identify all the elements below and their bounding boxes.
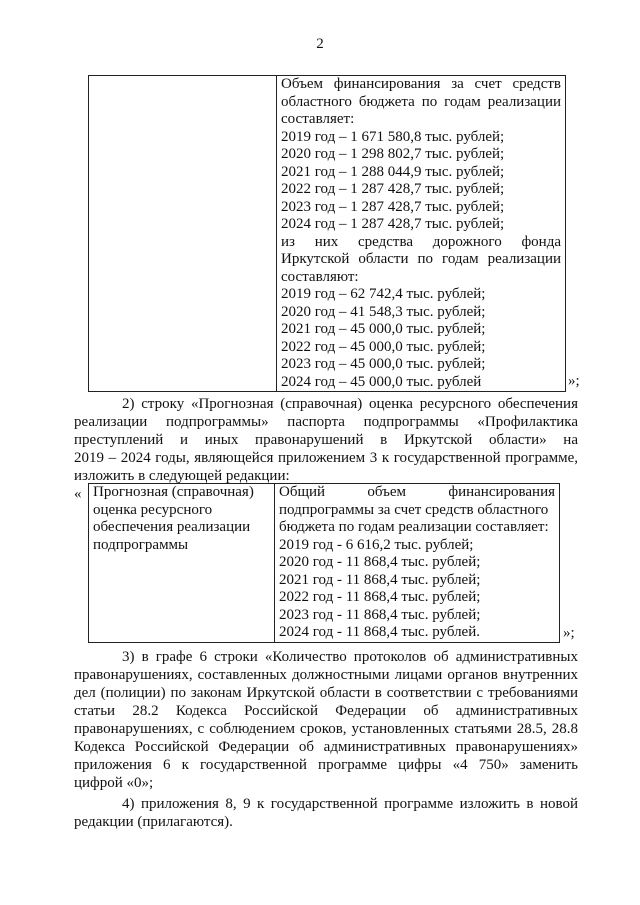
paragraph-3 [74, 648, 578, 792]
table2-line: 2019 год - 6 616,2 тыс. рублей; [279, 536, 474, 553]
table2-left-cell [89, 484, 275, 643]
paragraph-4 [74, 795, 578, 831]
table1-line: 2022 год – 1 287 428,7 тыс. рублей; [281, 181, 505, 197]
table1-line: 2020 год – 41 548,3 тыс. рублей; [281, 303, 486, 320]
table1-line: 2019 год – 1 671 580,8 тыс. рублей; [281, 128, 505, 145]
table2-left-line: подпрограммы [93, 536, 189, 553]
table1-line: 2023 год – 45 000,0 тыс. рублей; [281, 356, 486, 372]
paragraph-line: редакции (прилагаются). [74, 814, 233, 830]
table2-line: 2022 год - 11 868,4 тыс. рублей; [279, 589, 481, 605]
table2-line: бюджета по годам реализации составляет: [279, 519, 549, 535]
paragraph-line: 2019 – 2024 годы, являющейся приложением 3 к государственной программе, [74, 450, 578, 466]
table1-line: составляют: [281, 268, 359, 285]
table2-line: подпрограммы за счет средств областного [279, 501, 549, 518]
table1-line: 2019 год – 62 742,4 тыс. рублей; [281, 286, 486, 302]
table1-line: составляет: [281, 111, 355, 127]
table1-line: Иркутской области по годам реализации [281, 251, 561, 267]
table1-line: 2023 год – 1 287 428,7 тыс. рублей; [281, 198, 505, 215]
table2-line: 2020 год - 11 868,4 тыс. рублей; [279, 554, 481, 570]
table1-right-cell [277, 76, 566, 392]
paragraph-line: реализации подпрограммы» паспорта подпрограммы «Профилактика [74, 414, 578, 430]
table2-line: 2021 год - 11 868,4 тыс. рублей; [279, 571, 481, 588]
paragraph-line: правонарушениях, с соблюдением сроков, установленных статьями 28.5, 28.8 [74, 721, 578, 737]
paragraph-2 [74, 395, 578, 485]
table1-left-cell [89, 76, 277, 392]
table1-line: 2022 год – 45 000,0 тыс. рублей; [281, 338, 486, 355]
table2-line: 2023 год - 11 868,4 тыс. рублей; [279, 606, 481, 623]
paragraph-line: статьи 28.2 Кодекса Российской Федерации об административных [74, 703, 578, 719]
table2-open-quote: « [74, 486, 82, 502]
paragraph-line: 4) приложения 8, 9 к государственной программе изложить в новой [122, 796, 578, 812]
paragraph-line: изложить в следующей редакции: [74, 468, 290, 484]
table1-line: 2021 год – 45 000,0 тыс. рублей; [281, 321, 486, 337]
paragraph-line: преступлений и иных правонарушений в Иркутской области» на [74, 432, 578, 448]
paragraph-line: 3) в графе 6 строки «Количество протоколов об административных [122, 649, 578, 665]
table1-line: областного бюджета по годам реализации [281, 93, 561, 110]
table2-close-quote: »; [563, 625, 575, 641]
table1-line: Объем финансирования за счет средств [281, 76, 561, 92]
table1-line: 2020 год – 1 298 802,7 тыс. рублей; [281, 146, 505, 162]
table1-line: из них средства дорожного фонда [281, 233, 561, 250]
table2-line: 2024 год - 11 868,4 тыс. рублей. [279, 624, 480, 640]
paragraph-line: Кодекса Российской Федерации об административных правонарушениях» [74, 739, 578, 755]
financing-table-continuation [88, 75, 566, 392]
table2-line: Общий объем финансирования [279, 484, 555, 500]
table1-close-quote: »; [568, 373, 580, 389]
table1-line: 2024 год – 1 287 428,7 тыс. рублей; [281, 216, 505, 232]
page-number: 2 [316, 36, 324, 52]
paragraph-line: дел (полиции) по законам Иркутской области в соответствии с требованиями [74, 685, 578, 701]
financing-table-new [88, 483, 560, 643]
table2-left-line: Прогнозная (справочная) [93, 484, 254, 500]
table2-left-line: оценка ресурсного [93, 501, 213, 518]
table2-right-cell [275, 484, 560, 643]
table2-left-line: обеспечения реализации [93, 519, 251, 535]
table1-line: 2024 год – 45 000,0 тыс. рублей [281, 373, 482, 390]
paragraph-line: 2) строку «Прогнозная (справочная) оценка ресурсного обеспечения [122, 396, 578, 412]
paragraph-line: правонарушениях, составленных должностными лицами органов внутренних [74, 667, 578, 683]
paragraph-line: цифрой «0»; [74, 775, 154, 791]
paragraph-line: приложения 6 к государственной программе цифры «4 750» заменить [74, 757, 578, 773]
table1-line: 2021 год – 1 288 044,9 тыс. рублей; [281, 163, 505, 180]
